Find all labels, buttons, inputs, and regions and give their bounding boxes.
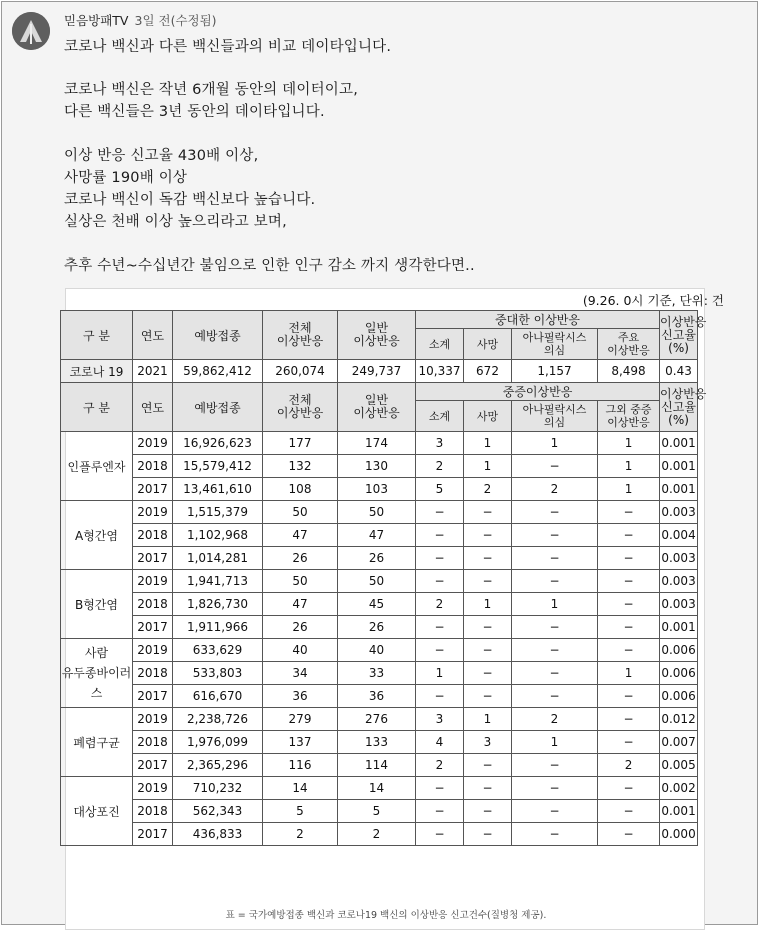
message-line: 코로나 백신이 독감 백신보다 높습니다. bbox=[64, 192, 316, 208]
total-cell: 108 bbox=[263, 478, 338, 501]
other-cell: − bbox=[598, 685, 660, 708]
total-cell: 50 bbox=[263, 570, 338, 593]
rate-cell: 0.001 bbox=[660, 800, 698, 823]
total-cell: 50 bbox=[263, 501, 338, 524]
other-cell: − bbox=[598, 547, 660, 570]
anaphylaxis-cell: − bbox=[512, 662, 598, 685]
doses-cell: 2,238,726 bbox=[173, 708, 263, 731]
general-cell: 2 bbox=[338, 823, 416, 846]
subtotal-cell: − bbox=[416, 685, 464, 708]
other-cell: − bbox=[598, 570, 660, 593]
covid-death: 672 bbox=[464, 360, 512, 383]
total-cell: 26 bbox=[263, 547, 338, 570]
death-cell: − bbox=[464, 662, 512, 685]
year-cell: 2017 bbox=[133, 547, 173, 570]
general-cell: 114 bbox=[338, 754, 416, 777]
anaphylaxis-cell: − bbox=[512, 455, 598, 478]
table-row bbox=[61, 455, 698, 478]
general-cell: 276 bbox=[338, 708, 416, 731]
doses-cell: 1,911,966 bbox=[173, 616, 263, 639]
doses-cell: 1,014,281 bbox=[173, 547, 263, 570]
anaphylaxis-cell: 1 bbox=[512, 432, 598, 455]
doses-cell: 616,670 bbox=[173, 685, 263, 708]
message-line: 추후 수년~수십년간 불임으로 인한 인구 감소 까지 생각한다면.. bbox=[64, 258, 475, 274]
general-cell: 5 bbox=[338, 800, 416, 823]
year-cell: 2018 bbox=[133, 662, 173, 685]
other-cell: 2 bbox=[598, 754, 660, 777]
rate-cell: 0.002 bbox=[660, 777, 698, 800]
message-line: 실상은 천배 이상 높으리라고 보며, bbox=[64, 214, 287, 230]
death-cell: 1 bbox=[464, 708, 512, 731]
death-cell: − bbox=[464, 547, 512, 570]
attached-table-image[interactable] bbox=[61, 288, 724, 930]
header2-serious-group: 중증이상반응 bbox=[416, 383, 660, 401]
covid-name: 코로나 19 bbox=[61, 360, 133, 383]
author-name[interactable]: 믿음방패TV bbox=[64, 13, 129, 28]
subtotal-cell: − bbox=[416, 639, 464, 662]
header2-doses: 예방접종 bbox=[173, 383, 263, 432]
rate-cell: 0.001 bbox=[660, 616, 698, 639]
other-cell: − bbox=[598, 823, 660, 846]
table-row bbox=[61, 524, 698, 547]
anaphylaxis-cell: − bbox=[512, 501, 598, 524]
anaphylaxis-cell: − bbox=[512, 524, 598, 547]
other-cell: 1 bbox=[598, 478, 660, 501]
doses-cell: 1,102,968 bbox=[173, 524, 263, 547]
table-row bbox=[61, 754, 698, 777]
total-cell: 279 bbox=[263, 708, 338, 731]
table-row bbox=[61, 616, 698, 639]
table-row bbox=[61, 593, 698, 616]
total-cell: 47 bbox=[263, 524, 338, 547]
header-year: 연도 bbox=[133, 311, 173, 360]
other-cell: − bbox=[598, 524, 660, 547]
header2-anaphylaxis: 아나필락시스 의심 bbox=[512, 401, 598, 432]
covid-year: 2021 bbox=[133, 360, 173, 383]
header2-general: 일반 이상반응 bbox=[338, 383, 416, 432]
total-cell: 116 bbox=[263, 754, 338, 777]
death-cell: − bbox=[464, 685, 512, 708]
doses-cell: 1,515,379 bbox=[173, 501, 263, 524]
year-cell: 2017 bbox=[133, 616, 173, 639]
doses-cell: 1,976,099 bbox=[173, 731, 263, 754]
general-cell: 103 bbox=[338, 478, 416, 501]
year-cell: 2017 bbox=[133, 478, 173, 501]
header2-year: 연도 bbox=[133, 383, 173, 432]
other-cell: − bbox=[598, 800, 660, 823]
other-cell: 1 bbox=[598, 662, 660, 685]
subtotal-cell: − bbox=[416, 524, 464, 547]
vaccine-comparison-table bbox=[60, 310, 707, 846]
other-cell: − bbox=[598, 708, 660, 731]
rate-cell: 0.005 bbox=[660, 754, 698, 777]
rate-cell: 0.003 bbox=[660, 501, 698, 524]
death-cell: − bbox=[464, 639, 512, 662]
general-cell: 26 bbox=[338, 616, 416, 639]
year-cell: 2019 bbox=[133, 708, 173, 731]
doses-cell: 16,926,623 bbox=[173, 432, 263, 455]
header-total: 전체 이상반응 bbox=[263, 311, 338, 360]
rate-cell: 0.007 bbox=[660, 731, 698, 754]
covid-anaphylaxis: 1,157 bbox=[512, 360, 598, 383]
death-cell: 3 bbox=[464, 731, 512, 754]
year-cell: 2018 bbox=[133, 455, 173, 478]
subtotal-cell: − bbox=[416, 777, 464, 800]
subtotal-cell: − bbox=[416, 547, 464, 570]
doses-cell: 436,833 bbox=[173, 823, 263, 846]
total-cell: 47 bbox=[263, 593, 338, 616]
anaphylaxis-cell: − bbox=[512, 777, 598, 800]
header-death: 사망 bbox=[464, 329, 512, 360]
anaphylaxis-cell: − bbox=[512, 823, 598, 846]
header-doses: 예방접종 bbox=[173, 311, 263, 360]
year-cell: 2018 bbox=[133, 731, 173, 754]
header2-total: 전체 이상반응 bbox=[263, 383, 338, 432]
table-row bbox=[61, 639, 698, 662]
year-cell: 2018 bbox=[133, 593, 173, 616]
general-cell: 47 bbox=[338, 524, 416, 547]
general-cell: 40 bbox=[338, 639, 416, 662]
vaccine-name-line: 유두종바이러 bbox=[61, 666, 132, 680]
doses-cell: 13,461,610 bbox=[173, 478, 263, 501]
table-row bbox=[61, 570, 698, 593]
rate-cell: 0.004 bbox=[660, 524, 698, 547]
general-cell: 50 bbox=[338, 570, 416, 593]
vaccine-name bbox=[61, 639, 133, 708]
general-cell: 26 bbox=[338, 547, 416, 570]
general-cell: 36 bbox=[338, 685, 416, 708]
general-cell: 33 bbox=[338, 662, 416, 685]
death-cell: − bbox=[464, 777, 512, 800]
anaphylaxis-cell: − bbox=[512, 685, 598, 708]
rate-cell: 0.003 bbox=[660, 547, 698, 570]
total-cell: 40 bbox=[263, 639, 338, 662]
subtotal-cell: 4 bbox=[416, 731, 464, 754]
table-row bbox=[61, 432, 698, 455]
avatar[interactable] bbox=[12, 12, 50, 50]
table-row bbox=[61, 708, 698, 731]
year-cell: 2017 bbox=[133, 823, 173, 846]
subtotal-cell: 2 bbox=[416, 455, 464, 478]
vaccine-name-line: 스 bbox=[90, 686, 103, 700]
death-cell: − bbox=[464, 754, 512, 777]
subtotal-cell: − bbox=[416, 800, 464, 823]
table-row bbox=[61, 547, 698, 570]
header-general: 일반 이상반응 bbox=[338, 311, 416, 360]
table-row bbox=[61, 731, 698, 754]
subtotal-cell: − bbox=[416, 501, 464, 524]
anaphylaxis-cell: − bbox=[512, 639, 598, 662]
rate-cell: 0.003 bbox=[660, 570, 698, 593]
header2-subtotal: 소계 bbox=[416, 401, 464, 432]
total-cell: 26 bbox=[263, 616, 338, 639]
vaccine-name: A형간염 bbox=[61, 501, 133, 570]
death-cell: 1 bbox=[464, 593, 512, 616]
year-cell: 2019 bbox=[133, 639, 173, 662]
channel-logo-icon bbox=[12, 12, 50, 50]
unit-note: (9.26. 0시 기준, 단위: 건 bbox=[582, 293, 724, 308]
anaphylaxis-cell: 2 bbox=[512, 478, 598, 501]
year-cell: 2018 bbox=[133, 800, 173, 823]
doses-cell: 1,826,730 bbox=[173, 593, 263, 616]
death-cell: 1 bbox=[464, 455, 512, 478]
table-caption: 표 = 국가예방접종 백신과 코로나19 백신의 이상반응 신고건수(질병청 제공). bbox=[225, 910, 547, 921]
covid-rate: 0.43 bbox=[660, 360, 698, 383]
doses-cell: 533,803 bbox=[173, 662, 263, 685]
general-cell: 174 bbox=[338, 432, 416, 455]
anaphylaxis-cell: − bbox=[512, 570, 598, 593]
death-cell: − bbox=[464, 800, 512, 823]
subtotal-cell: 1 bbox=[416, 662, 464, 685]
general-cell: 130 bbox=[338, 455, 416, 478]
table-row bbox=[61, 685, 698, 708]
covid-subtotal: 10,337 bbox=[416, 360, 464, 383]
rate-cell: 0.003 bbox=[660, 593, 698, 616]
death-cell: − bbox=[464, 616, 512, 639]
anaphylaxis-cell: − bbox=[512, 800, 598, 823]
death-cell: − bbox=[464, 570, 512, 593]
doses-cell: 633,629 bbox=[173, 639, 263, 662]
table-row bbox=[61, 478, 698, 501]
header-rate: 이상반응 신고율 (%) bbox=[660, 311, 698, 360]
subtotal-cell: 3 bbox=[416, 432, 464, 455]
year-cell: 2019 bbox=[133, 570, 173, 593]
covid-doses: 59,862,412 bbox=[173, 360, 263, 383]
death-cell: − bbox=[464, 823, 512, 846]
comment-card bbox=[1, 1, 758, 925]
covid-major: 8,498 bbox=[598, 360, 660, 383]
anaphylaxis-cell: 2 bbox=[512, 708, 598, 731]
general-cell: 45 bbox=[338, 593, 416, 616]
vaccine-name: 폐렴구균 bbox=[61, 708, 133, 777]
anaphylaxis-cell: 1 bbox=[512, 731, 598, 754]
general-cell: 14 bbox=[338, 777, 416, 800]
general-cell: 50 bbox=[338, 501, 416, 524]
rate-cell: 0.001 bbox=[660, 478, 698, 501]
header2-death: 사망 bbox=[464, 401, 512, 432]
total-cell: 137 bbox=[263, 731, 338, 754]
death-cell: − bbox=[464, 501, 512, 524]
vaccine-name: 대상포진 bbox=[61, 777, 133, 846]
message-line: 사망률 190배 이상 bbox=[64, 170, 188, 186]
anaphylaxis-cell: − bbox=[512, 754, 598, 777]
rate-cell: 0.006 bbox=[660, 662, 698, 685]
doses-cell: 1,941,713 bbox=[173, 570, 263, 593]
death-cell: − bbox=[464, 524, 512, 547]
other-cell: − bbox=[598, 639, 660, 662]
table-row bbox=[61, 777, 698, 800]
total-cell: 132 bbox=[263, 455, 338, 478]
year-cell: 2019 bbox=[133, 432, 173, 455]
other-cell: − bbox=[598, 777, 660, 800]
header2-other: 그외 중증 이상반응 bbox=[598, 401, 660, 432]
total-cell: 14 bbox=[263, 777, 338, 800]
death-cell: 1 bbox=[464, 432, 512, 455]
table-row bbox=[61, 662, 698, 685]
death-cell: 2 bbox=[464, 478, 512, 501]
covid-general: 249,737 bbox=[338, 360, 416, 383]
rate-cell: 0.001 bbox=[660, 455, 698, 478]
total-cell: 36 bbox=[263, 685, 338, 708]
covid-total: 260,074 bbox=[263, 360, 338, 383]
other-cell: 1 bbox=[598, 432, 660, 455]
header-category: 구 분 bbox=[61, 311, 133, 360]
total-cell: 177 bbox=[263, 432, 338, 455]
year-cell: 2019 bbox=[133, 777, 173, 800]
subtotal-cell: 3 bbox=[416, 708, 464, 731]
header2-rate: 이상반응 신고율 (%) bbox=[660, 383, 698, 432]
message-line: 다른 백신들은 3년 동안의 데이타입니다. bbox=[64, 104, 325, 120]
subtotal-cell: 2 bbox=[416, 754, 464, 777]
anaphylaxis-cell: 1 bbox=[512, 593, 598, 616]
doses-cell: 710,232 bbox=[173, 777, 263, 800]
header-subtotal: 소계 bbox=[416, 329, 464, 360]
header-anaphylaxis: 아나필락시스 의심 bbox=[512, 329, 598, 360]
header-major: 주요 이상반응 bbox=[598, 329, 660, 360]
message-line: 코로나 백신은 작년 6개월 동안의 데이터이고, bbox=[64, 82, 359, 98]
total-cell: 34 bbox=[263, 662, 338, 685]
anaphylaxis-cell: − bbox=[512, 547, 598, 570]
vaccine-name-line: 사람 bbox=[84, 646, 109, 660]
rate-cell: 0.006 bbox=[660, 639, 698, 662]
header2-category: 구 분 bbox=[61, 383, 133, 432]
message-line: 코로나 백신과 다른 백신들과의 비교 데이타입니다. bbox=[64, 39, 392, 55]
subtotal-cell: − bbox=[416, 823, 464, 846]
rate-cell: 0.006 bbox=[660, 685, 698, 708]
table-row bbox=[61, 800, 698, 823]
rate-cell: 0.012 bbox=[660, 708, 698, 731]
header-serious-group: 중대한 이상반응 bbox=[416, 311, 660, 329]
rate-cell: 0.000 bbox=[660, 823, 698, 846]
rate-cell: 0.001 bbox=[660, 432, 698, 455]
total-cell: 2 bbox=[263, 823, 338, 846]
table-row bbox=[61, 501, 698, 524]
post-time[interactable]: 3일 전(수정됨) bbox=[134, 13, 217, 28]
vaccine-name: B형간염 bbox=[61, 570, 133, 639]
doses-cell: 15,579,412 bbox=[173, 455, 263, 478]
subtotal-cell: 5 bbox=[416, 478, 464, 501]
subtotal-cell: − bbox=[416, 570, 464, 593]
other-cell: − bbox=[598, 731, 660, 754]
message-line: 이상 반응 신고율 430배 이상, bbox=[64, 148, 259, 164]
anaphylaxis-cell: − bbox=[512, 616, 598, 639]
year-cell: 2017 bbox=[133, 685, 173, 708]
doses-cell: 2,365,296 bbox=[173, 754, 263, 777]
subtotal-cell: 2 bbox=[416, 593, 464, 616]
year-cell: 2017 bbox=[133, 754, 173, 777]
other-cell: − bbox=[598, 593, 660, 616]
total-cell: 5 bbox=[263, 800, 338, 823]
table-row bbox=[61, 823, 698, 846]
vaccine-name: 인플루엔자 bbox=[61, 432, 133, 501]
author-line bbox=[64, 11, 217, 29]
other-cell: − bbox=[598, 616, 660, 639]
general-cell: 133 bbox=[338, 731, 416, 754]
doses-cell: 562,343 bbox=[173, 800, 263, 823]
subtotal-cell: − bbox=[416, 616, 464, 639]
other-cell: − bbox=[598, 501, 660, 524]
year-cell: 2019 bbox=[133, 501, 173, 524]
year-cell: 2018 bbox=[133, 524, 173, 547]
other-cell: 1 bbox=[598, 455, 660, 478]
